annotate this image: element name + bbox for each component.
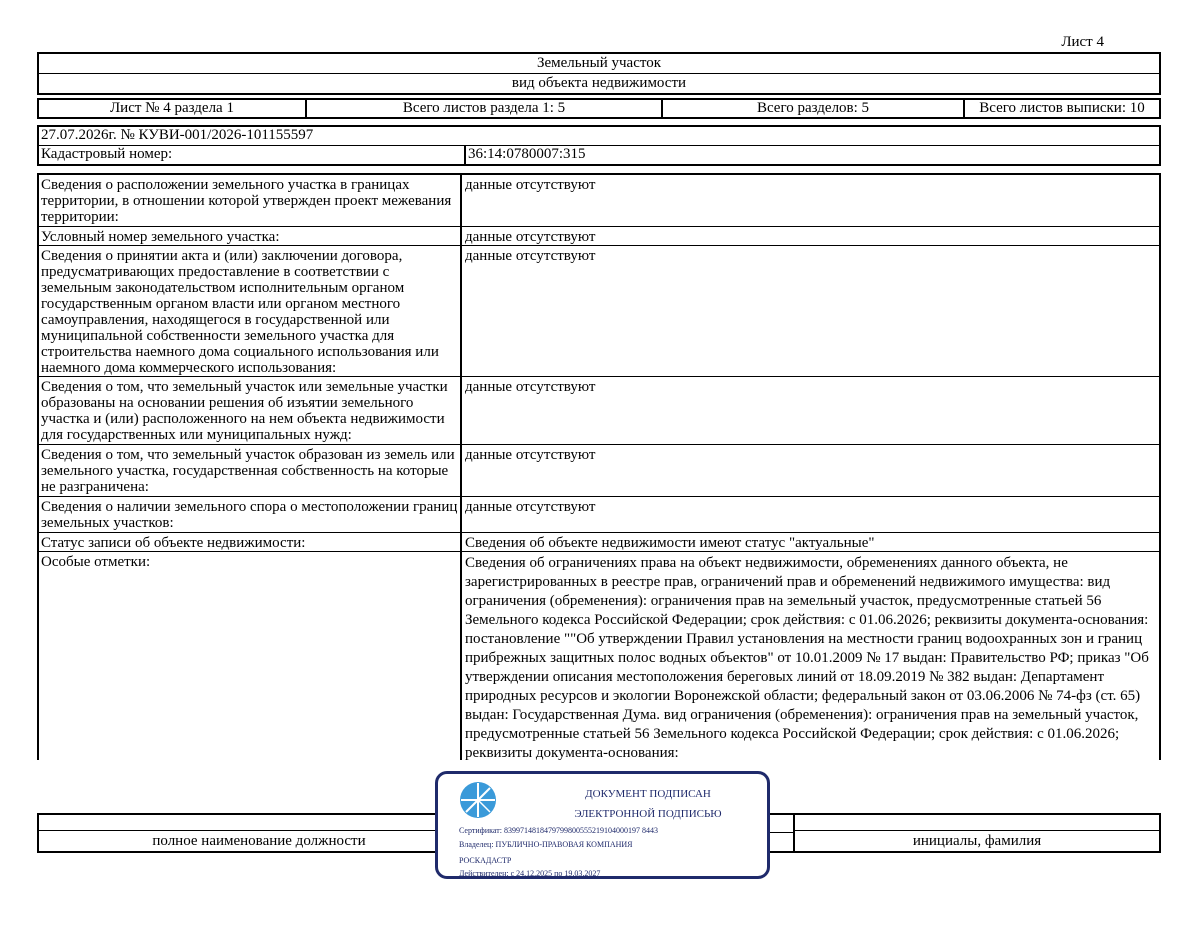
stamp-subtitle: ЭЛЕКТРОННОЙ ПОДПИСЬЮ	[574, 808, 722, 820]
details-value: данные отсутствуют	[460, 227, 1159, 245]
extract-sheets-total: Всего листов выписки: 10	[963, 100, 1159, 117]
sections-total: Всего разделов: 5	[661, 100, 963, 117]
details-row	[39, 175, 1159, 226]
details-value: данные отсутствуют	[460, 377, 1159, 444]
details-value: данные отсутствуют	[460, 175, 1159, 226]
sheet-number: Лист 4	[1061, 34, 1104, 50]
details-row	[39, 376, 1159, 444]
stamp-title: ДОКУМЕНТ ПОДПИСАН	[585, 788, 711, 800]
stamp-validity: Действителен: с 24.12.2025 по 19.03.2027	[459, 869, 601, 878]
details-label: Сведения о принятии акта и (или) заключении договора, предусматривающих предоставление в соответствии с земельным законодательством исполнительным органом государственным органом власти или органом местного самоуправления, находящегося в государственной или муниципальной собственности земельного участка для строительства наемного дома социального использования или наемного дома коммерческого использования:	[41, 248, 439, 376]
sheet-info-row	[37, 98, 1161, 119]
details-row	[39, 226, 1159, 245]
stamp-certificate: Сертификат: 8399714818479799800555219104000197 8443	[459, 826, 658, 835]
details-value: данные отсутствуют	[460, 497, 1159, 532]
position-column	[39, 815, 479, 851]
details-row	[39, 496, 1159, 532]
position-caption: полное наименование должности	[152, 833, 366, 849]
stamp-owner: Владелец: ПУБЛИЧНО-ПРАВОВАЯ КОМПАНИЯ	[459, 840, 633, 849]
document-number-row	[39, 127, 1159, 145]
special-notes-text: Сведения об ограничениях права на объект недвижимости, обременениях данного объекта, не зарегистрированных в реестре прав, ограничений прав и обременений недвижимого имущества: вид ограничения (обременения): ограничения прав на земельный участок, предусмотренные статьей 56 Земельного кодекса Российской Федерации; срок действия: с 01.06.2026; реквизиты документа-основания: постановление ""Об утверждении Правил установления на местности границ водоохранных зон и границ прибрежных защитных полос водных объектов" от 10.01.2009 № 17 выдан: Правительство РФ; приказ "Об утверждении описания местоположения береговых линий от 18.09.2019 № 382 выдан: Департамент природных ресурсов и экологии Воронежской области; федеральный закон от 03.06.2006 № 74-фз (ст. 65) выдан: Государственная Дума. вид ограничения (обременения): ограничения прав на земельный участок, предусмотренные статьей 56 Земельного кодекса Российской Федерации; срок действия: с 01.06.2026; реквизиты документа-основания:	[460, 552, 1159, 760]
details-row	[39, 444, 1159, 496]
e-signature-stamp	[435, 771, 770, 879]
section-sheets-total: Всего листов раздела 1: 5	[305, 100, 661, 117]
details-label: Сведения о том, что земельный участок образован из земель или земельного участка, государственная собственность на которые не разграничена:	[41, 447, 455, 495]
object-title: Земельный участок	[536, 55, 662, 71]
details-value: данные отсутствуют	[460, 445, 1159, 496]
details-label: Сведения о том, что земельный участок или земельные участки образованы на основании решения об изъятии земельного участка и (или) расположенного на нем объекта недвижимости для государственных или муниципальных нужд:	[41, 379, 448, 443]
cadastral-number-value: 36:14:0780007:315	[464, 146, 1159, 164]
special-notes-row	[39, 551, 1159, 760]
parcel-details-table	[37, 173, 1161, 760]
cadastral-number-label: Кадастровый номер:	[41, 146, 173, 162]
stamp-owner-org: РОСКАДАСТР	[459, 856, 512, 865]
special-notes-label: Особые отметки:	[41, 554, 151, 570]
details-value: данные отсутствуют	[460, 246, 1159, 376]
details-label: Сведения о наличии земельного спора о местоположении границ земельных участков:	[41, 499, 458, 531]
details-label: Сведения о расположении земельного участка в границах территории, в отношении которой утвержден проект межевания территории:	[41, 177, 452, 225]
sheet-of-section: Лист № 4 раздела 1	[110, 100, 234, 116]
document-number: 27.07.2026г. № КУВИ-001/2026-101155597	[41, 127, 314, 143]
object-type-caption: вид объекта недвижимости	[39, 73, 1159, 93]
details-row	[39, 532, 1159, 551]
cadastral-number-row	[39, 145, 1159, 164]
details-row	[39, 245, 1159, 376]
details-value: Сведения об объекте недвижимости имеют статус "актуальные"	[460, 533, 1159, 551]
name-caption: инициалы, фамилия	[912, 833, 1042, 849]
rosreestr-logo-icon	[458, 780, 498, 820]
details-label: Условный номер земельного участка:	[41, 229, 280, 245]
object-header	[37, 52, 1161, 95]
registry-block	[37, 125, 1161, 166]
name-column	[793, 815, 1159, 851]
details-label: Статус записи об объекте недвижимости:	[41, 535, 306, 551]
